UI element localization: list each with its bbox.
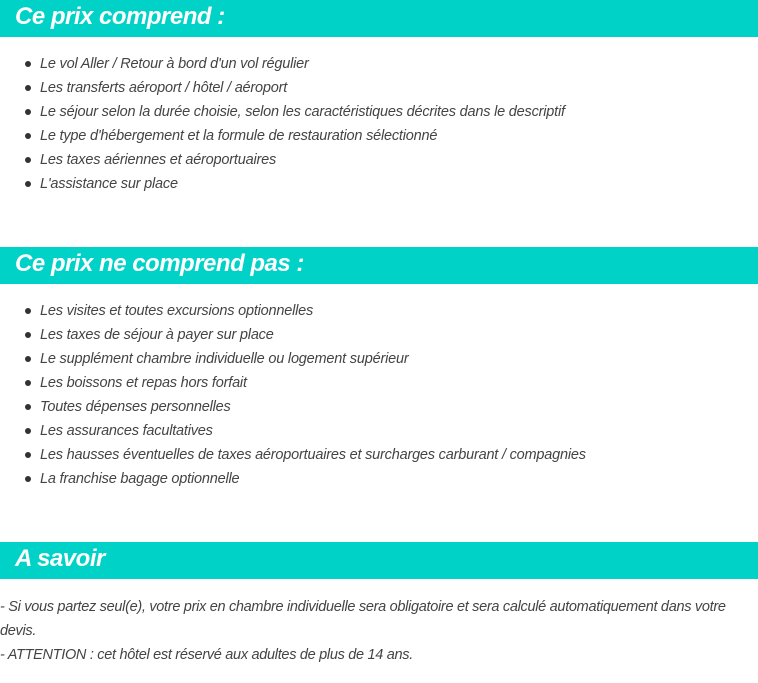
section-header-included — [0, 0, 758, 37]
list-item: Les taxes de séjour à payer sur place — [0, 323, 586, 347]
list-item: Les transferts aéroport / hôtel / aéroport — [0, 76, 565, 100]
list-item: La franchise bagage optionnelle — [0, 467, 586, 491]
note-adults-only: - ATTENTION : cet hôtel est réservé aux adultes de plus de 14 ans. — [0, 647, 413, 663]
note-single-traveler: - Si vous partez seul(e), votre prix en chambre individuelle sera obligatoire et sera calculé automatiquement dans votre devis. — [0, 599, 726, 639]
section-header-good-to-know — [0, 542, 758, 579]
list-item: Les taxes aériennes et aéroportuaires — [0, 148, 565, 172]
list-item: Le séjour selon la durée choisie, selon les caractéristiques décrites dans le descriptif — [0, 100, 565, 124]
list-item: L'assistance sur place — [0, 172, 565, 196]
list-item: Le supplément chambre individuelle ou logement supérieur — [0, 347, 586, 371]
list-item: Toutes dépenses personnelles — [0, 395, 586, 419]
section-title-good-to-know: A savoir — [15, 545, 105, 572]
list-item: Les hausses éventuelles de taxes aéroportuaires et surcharges carburant / compagnies — [0, 443, 586, 467]
list-item: Les visites et toutes excursions optionnelles — [0, 299, 586, 323]
section-title-not-included: Ce prix ne comprend pas : — [15, 250, 304, 277]
list-item: Le vol Aller / Retour à bord d'un vol régulier — [0, 52, 565, 76]
section-header-not-included — [0, 247, 758, 284]
list-item: Les boissons et repas hors forfait — [0, 371, 586, 395]
section-title-included: Ce prix comprend : — [15, 3, 225, 30]
not-included-list — [0, 299, 586, 491]
included-list — [0, 52, 565, 196]
list-item: Les assurances facultatives — [0, 419, 586, 443]
list-item: Le type d'hébergement et la formule de restauration sélectionné — [0, 124, 565, 148]
